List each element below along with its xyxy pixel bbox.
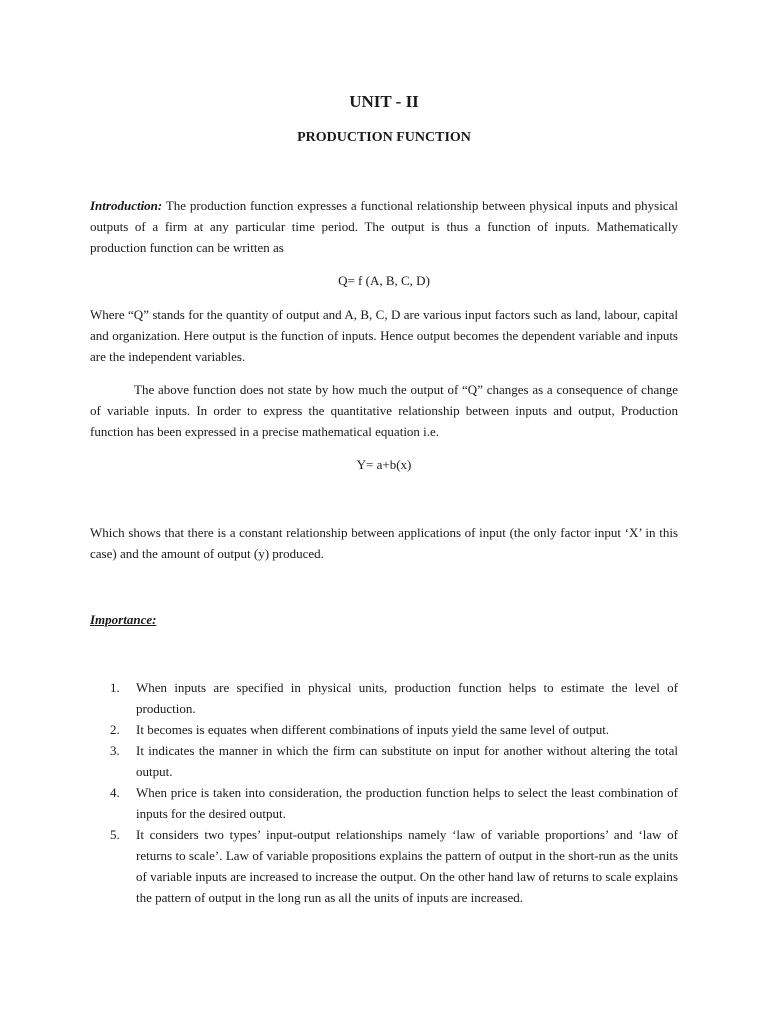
introduction-text: The production function expresses a functional relationship between physical inputs and physical outputs of a firm at any particular time period. The output is thus a function of inputs. Mathematically production function can be written as (90, 198, 678, 255)
explanation-paragraph: The above function does not state by how much the output of “Q” changes as a consequence of change of variable inputs. In order to express the quantitative relationship between inputs and output, Production function has been expressed in a precise mathematical equation i.e. (90, 382, 678, 439)
list-item (90, 782, 678, 824)
where-paragraph: Where “Q” stands for the quantity of output and A, B, C, D are various input factors such as land, labour, capital and organization. Here output is the function of inputs. Hence output becomes the dependent variable and inputs are the independent variables. (90, 307, 678, 364)
linear-equation: Y= a+b(x) (356, 457, 412, 472)
list-item-number: 2. (110, 722, 120, 737)
list-item-number: 3. (110, 743, 120, 758)
list-item (90, 740, 678, 782)
introduction-label: Introduction: (90, 198, 163, 213)
introduction-paragraph (90, 195, 678, 258)
list-item-text: It becomes is equates when different combinations of inputs yield the same level of output. (136, 722, 610, 737)
production-formula: Q= f (A, B, C, D) (338, 273, 430, 288)
list-item-number: 5. (110, 827, 120, 842)
list-item-text: When price is taken into consideration, the production function helps to select the least combination of inputs for the desired output. (136, 785, 678, 821)
importance-heading: Importance: (90, 612, 157, 627)
list-item-text: When inputs are specified in physical units, production function helps to estimate the level of production. (136, 680, 678, 716)
constant-relationship-paragraph: Which shows that there is a constant relationship between applications of input (the only factor input ‘X’ in this case) and the amount of output (y) produced. (90, 525, 678, 561)
list-item (90, 719, 678, 740)
list-item (90, 824, 678, 908)
list-item-text: It indicates the manner in which the firm can substitute on input for another without altering the total output. (136, 743, 678, 779)
list-item-number: 4. (110, 785, 120, 800)
list-item-number: 1. (110, 680, 120, 695)
section-title: PRODUCTION FUNCTION (297, 130, 471, 145)
list-item-text: It considers two types’ input-output relationships namely ‘law of variable proportions’ and ‘law of returns to scale’. Law of variable propositions explains the pattern of output in the short-run as the units of variable inputs are increased to increase the output. On the other hand law of returns to scale explains the pattern of output in the long run as all the units of inputs are increased. (136, 827, 678, 905)
importance-list (90, 677, 678, 908)
list-item (90, 677, 678, 719)
unit-title: UNIT - II (349, 92, 419, 111)
